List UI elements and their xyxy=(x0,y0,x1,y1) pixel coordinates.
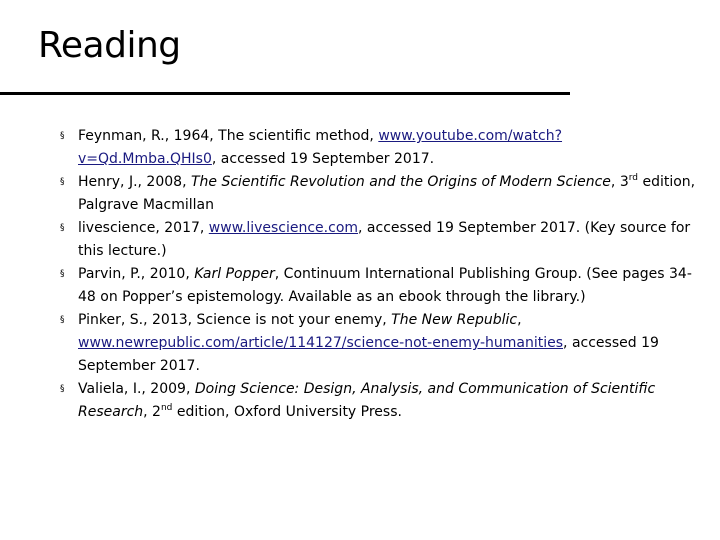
reference-list xyxy=(60,125,700,424)
bullet-icon: § xyxy=(60,177,65,187)
reference-text: edition, Palgrave Macmillan xyxy=(78,174,696,213)
title-divider xyxy=(0,92,570,95)
reference-text: livescience, 2017, xyxy=(78,220,209,236)
reference-title: Doing Science: Design, Analysis, and Communication of Scientific Research xyxy=(78,381,656,420)
reference-text: , 2 xyxy=(143,404,161,420)
bullet-icon: § xyxy=(60,315,65,325)
reference-link[interactable]: www.livescience.com xyxy=(208,220,359,236)
reference-text: , accessed 19 September 2017. (Key source for this lecture.) xyxy=(78,220,691,259)
reference-text: Feynman, R., 1964, The scientific method, xyxy=(78,128,379,144)
reference-text: Valiela, I., 2009, xyxy=(78,381,195,397)
reference-link[interactable]: www.youtube.com/watch?v=Qd.Mmba.QHIs0 xyxy=(78,128,563,167)
ordinal-suffix: rd xyxy=(628,173,638,183)
reference-item xyxy=(60,217,700,263)
reference-item xyxy=(60,171,700,217)
reference-item xyxy=(60,378,700,424)
reference-item xyxy=(60,263,700,309)
reference-title: The Scientific Revolution and the Origins of Modern Science xyxy=(190,174,611,190)
reference-item xyxy=(60,125,700,171)
bullet-icon: § xyxy=(60,131,65,141)
reference-text: Pinker, S., 2013, Science is not your enemy, xyxy=(78,312,392,328)
reference-title: Karl Popper xyxy=(194,266,275,282)
bullet-icon: § xyxy=(60,269,65,279)
bullet-icon: § xyxy=(60,223,65,233)
reference-text: Henry, J., 2008, xyxy=(78,174,191,190)
ordinal-suffix: nd xyxy=(160,403,173,413)
reference-text: , accessed 19 September 2017. xyxy=(211,151,435,167)
reference-text: , xyxy=(517,312,522,328)
reference-text: Parvin, P., 2010, xyxy=(78,266,195,282)
reference-text: , Continuum International Publishing Group. (See pages 34-48 on Popper’s epistemology. Available as an ebook through the library.) xyxy=(78,266,692,305)
bullet-icon: § xyxy=(60,384,65,394)
reference-title: The New Republic xyxy=(391,312,518,328)
page-title: Reading xyxy=(38,25,181,66)
reference-link[interactable]: www.newrepublic.com/article/114127/science-not-enemy-humanities xyxy=(78,335,564,351)
reference-text: , accessed 19 September 2017. xyxy=(78,335,659,374)
reference-item xyxy=(60,309,700,378)
reference-text: edition, Oxford University Press. xyxy=(172,404,402,420)
reference-text: , 3 xyxy=(610,174,629,190)
